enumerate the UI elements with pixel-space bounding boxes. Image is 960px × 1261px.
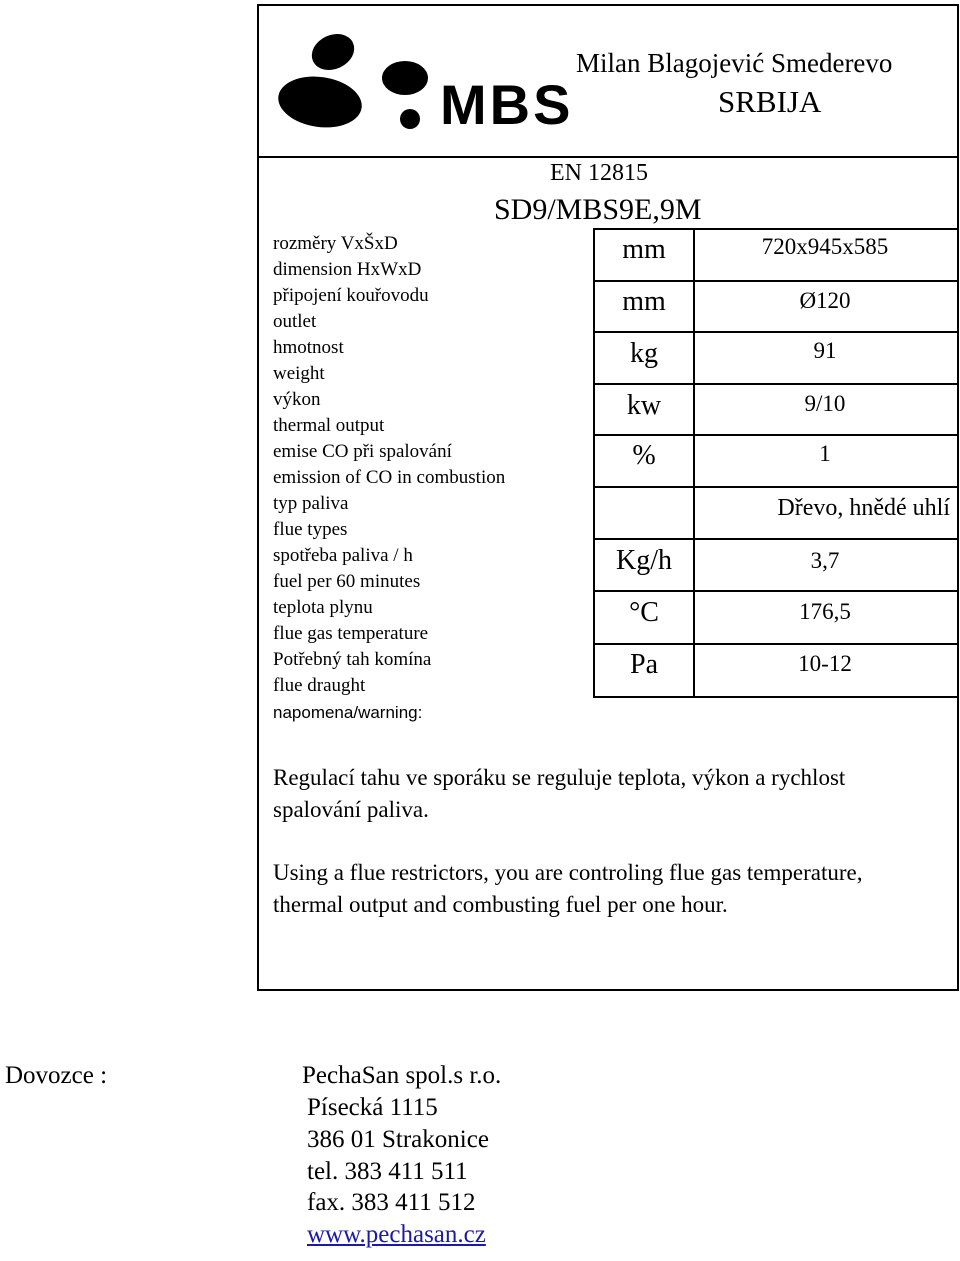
spec-value: 1: [819, 441, 831, 466]
model-code: SD9/MBS9E,9M: [494, 193, 702, 226]
spec-unit: %: [632, 440, 656, 471]
grid-line: [593, 331, 957, 333]
spec-value: Dřevo, hnědé uhlí: [777, 495, 950, 521]
spec-label-cz: připojení kouřovodu: [273, 285, 429, 306]
grid-line: [593, 383, 957, 385]
importer-phone: tel. 383 411 511: [307, 1158, 468, 1185]
spec-label-cz: teplota plynu: [273, 597, 373, 618]
standard-code: EN 12815: [550, 160, 648, 186]
grid-line: [593, 434, 957, 436]
spec-value: 3,7: [810, 548, 840, 573]
grid-line: [593, 280, 957, 282]
spec-value: 91: [813, 338, 837, 363]
spec-unit: °C: [629, 597, 659, 628]
spec-label-cz: hmotnost: [273, 337, 344, 358]
manufacturer-name: Milan Blagojević Smederevo: [576, 48, 893, 78]
warning-text-cz: Regulací tahu ve sporáku se reguluje teplota, výkon a rychlost spalování paliva.: [273, 765, 846, 822]
importer-label: Dovozce :: [5, 1062, 108, 1089]
spec-unit: mm: [622, 234, 666, 265]
warning-text-en: Using a flue restrictors, you are controling flue gas temperature, thermal output and combusting fuel per one hour.: [273, 860, 863, 917]
warning-label: napomena/warning:: [273, 703, 423, 722]
grid-line: [593, 696, 957, 698]
grid-line: [593, 538, 957, 540]
spec-label-cz: spotřeba paliva / h: [273, 545, 413, 566]
importer-city: 386 01 Strakonice: [307, 1126, 489, 1153]
spec-unit: kg: [630, 338, 658, 369]
country-name: SRBIJA: [718, 84, 822, 119]
spec-value: 10-12: [798, 651, 852, 676]
spec-label-en: weight: [273, 363, 325, 384]
grid-line: [593, 590, 957, 592]
spec-label-en: dimension HxWxD: [273, 259, 422, 280]
spec-value: 9/10: [804, 391, 846, 416]
spec-label-en: thermal output: [273, 415, 385, 436]
spec-value: Ø120: [799, 288, 851, 313]
mbs-logo: [270, 20, 590, 130]
importer-street: Písecká 1115: [307, 1094, 438, 1121]
spec-label-en: flue draught: [273, 675, 366, 696]
spec-label-en: outlet: [273, 311, 317, 332]
importer-website-link[interactable]: www.pechasan.cz: [307, 1221, 486, 1248]
grid-line: [593, 486, 957, 488]
spec-label-cz: Potřebný tah komína: [273, 649, 432, 670]
spec-label-cz: emise CO při spalování: [273, 441, 452, 462]
spec-label-en: emission of CO in combustion: [273, 467, 506, 488]
spec-label-cz: rozměry VxŠxD: [273, 233, 398, 254]
logo-wordmark: MBS: [440, 73, 574, 130]
spec-unit: kw: [626, 390, 662, 421]
spec-label-en: flue gas temperature: [273, 623, 429, 644]
header-divider: [259, 156, 957, 158]
grid-line: [593, 228, 957, 230]
logo-dots: [275, 27, 428, 130]
spec-unit: mm: [622, 286, 666, 317]
spec-label-cz: typ paliva: [273, 493, 349, 514]
grid-line: [593, 643, 957, 645]
importer-name: PechaSan spol.s r.o.: [302, 1062, 502, 1089]
spec-unit: Kg/h: [616, 545, 672, 576]
spec-label-en: flue types: [273, 519, 348, 540]
importer-fax: fax. 383 411 512: [307, 1189, 476, 1216]
spec-label-en: fuel per 60 minutes: [273, 571, 421, 592]
spec-value: 720x945x585: [761, 234, 889, 259]
spec-label-cz: výkon: [273, 389, 321, 410]
spec-value: 176,5: [799, 599, 851, 624]
spec-unit: Pa: [630, 649, 658, 680]
